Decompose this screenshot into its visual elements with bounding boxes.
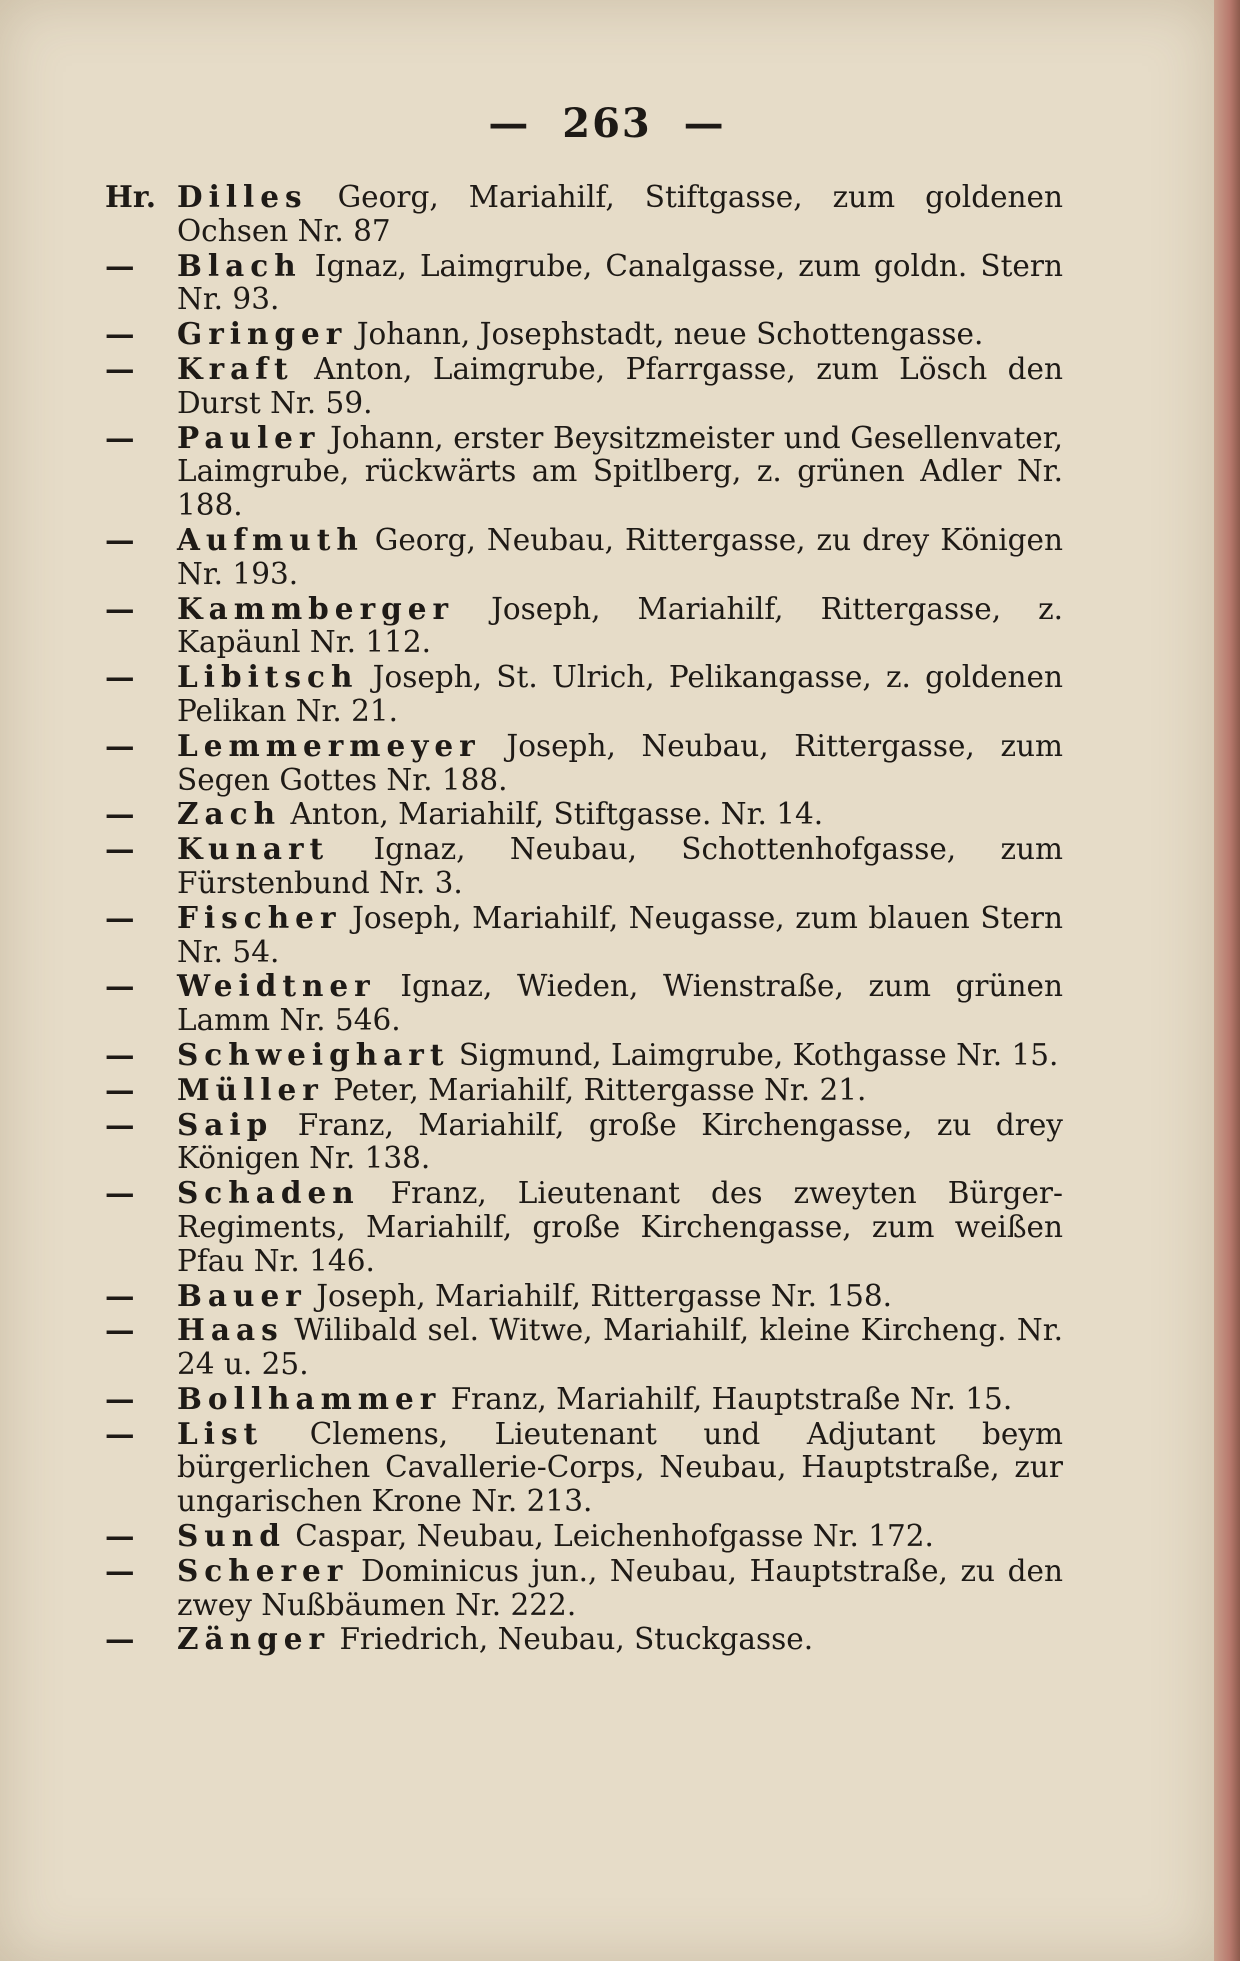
entry-prefix: — (105, 796, 135, 832)
entry-details: Friedrich, Neubau, Stuckgasse. (339, 1622, 814, 1657)
entry-surname: Pauler (177, 419, 321, 455)
entry-surname: Bauer (177, 1277, 307, 1313)
entry-surname: Dilles (177, 179, 308, 214)
entry-surname: Zach (177, 796, 282, 832)
directory-entry (105, 969, 1063, 1038)
entry-prefix: — (105, 1312, 135, 1348)
directory-entry (105, 1176, 1063, 1278)
entry-details: Clemens, Lieutenant und Adjutant beym bürgerlichen Cavallerie-Corps, Neubau, Hauptstraße, zur ungarischen Krone Nr. 213. (177, 1416, 1063, 1519)
entry-details: Joseph, Mariahilf, Rittergasse Nr. 158. (316, 1278, 893, 1313)
entry-details: Franz, Mariahilf, Hauptstraße Nr. 15. (450, 1381, 1013, 1416)
entry-details: Anton, Mariahilf, Stiftgasse. Nr. 14. (290, 797, 824, 832)
directory-entry (105, 1279, 1063, 1314)
directory-entry (105, 1038, 1063, 1073)
directory-entry (105, 249, 1063, 318)
entry-surname: Saip (177, 1106, 274, 1142)
entry-details: Dominicus jun., Neubau, Hauptstraße, zu den zwey Nußbäumen Nr. 222. (177, 1553, 1063, 1622)
entry-surname: Aufmuth (177, 521, 364, 557)
entry-surname: Haas (177, 1312, 284, 1348)
entry-prefix: — (105, 1552, 135, 1588)
entry-surname: Schweighart (177, 1036, 450, 1072)
entry-details: Georg, Mariahilf, Stiftgasse, zum goldenen Ochsen Nr. 87 (177, 180, 1063, 248)
entry-prefix: — (105, 1036, 135, 1072)
entry-prefix: — (105, 1380, 135, 1416)
page-number-dash-right: — (683, 100, 726, 147)
entry-details: Joseph, Mariahilf, Neugasse, zum blauen Stern Nr. 54. (177, 900, 1063, 969)
entry-details: Wilibald sel. Witwe, Mariahilf, kleine Kircheng. Nr. 24 u. 25. (177, 1313, 1063, 1382)
entry-surname: Blach (177, 247, 302, 283)
directory-entry (105, 660, 1063, 729)
directory-entry (105, 1622, 1063, 1657)
entry-surname: Libitsch (177, 659, 359, 695)
entry-prefix: — (105, 1518, 135, 1554)
page-edge (1214, 0, 1240, 1961)
entry-surname: Sund (177, 1518, 286, 1554)
entry-surname: Lemmermeyer (177, 727, 481, 763)
directory-entry (105, 523, 1063, 592)
directory-entry (105, 421, 1063, 523)
directory-entry (105, 317, 1063, 352)
entry-prefix: — (105, 1415, 135, 1451)
entry-prefix: Hr. (105, 179, 156, 214)
entry-surname: Fischer (177, 899, 342, 935)
entry-prefix: — (105, 1621, 135, 1657)
entry-prefix: — (105, 419, 135, 455)
entry-surname: List (177, 1415, 264, 1451)
entry-details: Franz, Mariahilf, große Kirchengasse, zu drey Königen Nr. 138. (177, 1107, 1063, 1176)
entry-details: Joseph, St. Ulrich, Pelikangasse, z. goldenen Pelikan Nr. 21. (177, 660, 1063, 728)
directory-entry (105, 592, 1063, 661)
entry-surname: Zänger (177, 1621, 331, 1657)
entry-surname: Müller (177, 1071, 324, 1107)
entry-prefix: — (105, 968, 135, 1004)
directory-entry (105, 832, 1063, 901)
directory-entry (105, 352, 1063, 421)
directory-entry (105, 180, 1063, 249)
entry-prefix: — (105, 831, 135, 867)
entry-surname: Kammberger (177, 590, 455, 626)
entry-details: Johann, erster Beysitzmeister und Gesellenvater, Laimgrube, rückwärts am Spitlberg, z. grünen Adler Nr. 188. (177, 420, 1063, 523)
directory-entry (105, 1417, 1063, 1519)
entry-details: Ignaz, Wieden, Wienstraße, zum grünen Lamm Nr. 546. (177, 969, 1063, 1038)
entry-surname: Gringer (177, 316, 348, 352)
entry-details: Johann, Josephstadt, neue Schottengasse. (356, 317, 984, 352)
entry-details: Anton, Laimgrube, Pfarrgasse, zum Lösch den Durst Nr. 59. (177, 351, 1063, 420)
entry-prefix: — (105, 727, 135, 763)
directory-entry (105, 1554, 1063, 1623)
entry-surname: Kunart (177, 831, 330, 867)
page-number-value: 263 (562, 100, 652, 147)
entry-details: Ignaz, Neubau, Schottenhofgasse, zum Fürstenbund Nr. 3. (177, 832, 1063, 900)
entry-details: Peter, Mariahilf, Rittergasse Nr. 21. (333, 1072, 867, 1107)
entry-prefix: — (105, 590, 135, 626)
page-number (0, 100, 1214, 147)
directory-entry (105, 1108, 1063, 1177)
entry-surname: Schaden (177, 1175, 360, 1211)
directory-entries (105, 180, 1063, 1657)
entry-details: Caspar, Neubau, Leichenhofgasse Nr. 172. (295, 1519, 934, 1554)
entry-prefix: — (105, 521, 135, 557)
entry-prefix: — (105, 247, 135, 283)
directory-entry (105, 901, 1063, 970)
entry-details: Georg, Neubau, Rittergasse, zu drey Königen Nr. 193. (177, 522, 1063, 591)
entry-details: Joseph, Neubau, Rittergasse, zum Segen Gottes Nr. 188. (177, 728, 1063, 797)
directory-entry (105, 1519, 1063, 1554)
entry-prefix: — (105, 1106, 135, 1142)
entry-prefix: — (105, 1175, 135, 1211)
entry-details: Franz, Lieutenant des zweyten Bürger-Regiments, Mariahilf, große Kirchengasse, zum weißen Pfau Nr. 146. (177, 1176, 1063, 1278)
entry-details: Joseph, Mariahilf, Rittergasse, z. Kapäunl Nr. 112. (177, 591, 1063, 660)
entry-surname: Scherer (177, 1552, 349, 1588)
entry-surname: Weidtner (177, 968, 376, 1004)
entry-prefix: — (105, 316, 135, 352)
entry-surname: Kraft (177, 350, 294, 386)
page-number-dash-left: — (488, 100, 531, 147)
entry-prefix: — (105, 1071, 135, 1107)
directory-entry (105, 729, 1063, 798)
directory-entry (105, 1073, 1063, 1108)
directory-entry (105, 1382, 1063, 1417)
directory-entry (105, 1313, 1063, 1382)
entry-details: Ignaz, Laimgrube, Canalgasse, zum goldn. Stern Nr. 93. (177, 248, 1063, 317)
entry-prefix: — (105, 350, 135, 386)
entry-surname: Bollhammer (177, 1380, 442, 1416)
directory-entry (105, 797, 1063, 832)
entry-prefix: — (105, 1277, 135, 1313)
entry-prefix: — (105, 659, 135, 695)
entry-prefix: — (105, 899, 135, 935)
entry-details: Sigmund, Laimgrube, Kothgasse Nr. 15. (458, 1037, 1059, 1072)
